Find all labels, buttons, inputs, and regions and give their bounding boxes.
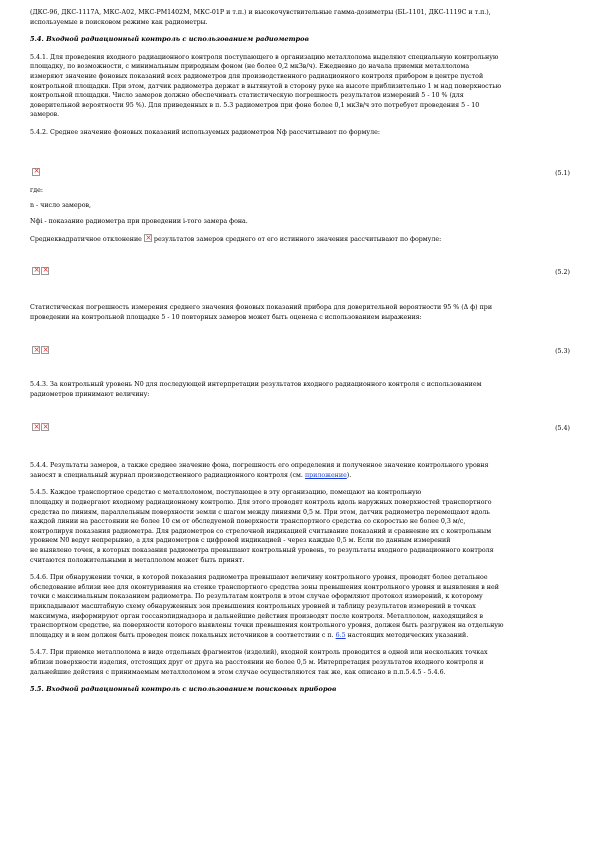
paragraph-line: площадку, по возможности, с минимальным природным фоном (не более 0,2 мкЗв/ч). Ежедневно до начала приемки металлолома: [30, 63, 470, 71]
formula-number: (5.4): [555, 425, 570, 433]
broken-image-icon: [41, 423, 49, 431]
document-page: [30, 8, 570, 695]
p-5-4-6-last: площадку и в нем должен быть проведен поиск локальных источников в соответствии с п.: [30, 631, 334, 639]
paragraph-line: контролируя показания радиометра. Для радиометров со стрелочной индикацией считывание показаний и сравнение их с контрольным: [30, 527, 492, 535]
formula-number: (5.2): [555, 268, 570, 276]
paragraph-line: [30, 471, 570, 481]
paragraph-line: максимума, информируют орган госсанэпиднадзора и дальнейшие действия производят после контроля. Металлолом, находящийся в: [30, 612, 484, 620]
formula-number: (5.3): [555, 348, 570, 356]
paragraph-line: проведении на контрольной площадке 5 - 10 повторных замеров может быть оценена с использованием выражения:: [30, 313, 422, 321]
paragraph-line: не выявлено точек, в которых показания радиометра превышают контрольный уровень, то результаты входного радиационного контроля: [30, 547, 494, 555]
paragraph-line: контрольной площадки. При этом, датчик радиометра держат в вытянутой в сторону руке на высоте приблизительно 1 м над поверхностью: [30, 82, 502, 90]
where-label: где:: [30, 186, 44, 194]
broken-image-icon: [32, 423, 40, 431]
paragraph-line: замеров.: [30, 111, 60, 119]
paragraph-line: средства по линиям, параллельным поверхности земли с шагом между линиями 0,5 м. При этом, датчик радиометра перемещают вдоль: [30, 508, 490, 516]
paragraph-5-4-2: 5.4.2. Среднее значение фоновых показаний используемых радиометров Nф рассчитывают по формуле:: [30, 128, 380, 136]
paragraph-line: прикладывают масштабную схему обнаруженных зон превышения контрольных уровней и таблицу результатов измерений в точках: [30, 603, 476, 610]
paragraph-line: 5.4.1. Для проведения входного радиационного контроля поступающего в организацию металлолома выделяют специальную контрольную: [30, 53, 499, 61]
paragraph-line: 5.4.7. При приемке металлолома в виде отдельных фрагментов (изделий), входной контроль проводится в одной или нескольких точках: [30, 649, 488, 657]
paragraph-line: доверительной вероятности 95 %). Для приведенных в п. 5.3 радиометров при фоне более 0,1 мкЗв/ч это потребует проведения 5 - 10: [30, 101, 480, 109]
paragraph-line: измеряют значение фоновых показаний всех радиометров для производственного радиационного контроля прибором в центре пустой: [30, 72, 484, 80]
paragraph-line: радиометров принимают величину:: [30, 390, 150, 398]
paragraph-line: контрольной площадки. Число замеров должно обеспечивать статистическую погрешность результатов измерений 5 - 10 % (для: [30, 92, 464, 100]
top-line: (ДКС-96, ДКС-1117А, МКС-А02, МКС-РМ1402М, МКС-01Р и т.п.) и высокочувствительные гамма-дозиметры (БL-1101, ДКС-1119С и т.п.),: [30, 9, 491, 16]
paragraph-line: вблизи поверхности изделия, отстоящих друг от друга на расстоянии не более 0,5 м. Интерпретация результатов входного контроля и: [30, 658, 484, 666]
sko-text-after: результатов замеров среднего от его истинного значения рассчитывают по формуле:: [153, 236, 442, 244]
paragraph-line: точки с максимальным показанием радиометра. По результатам контроля в этом случае оформляют протокол измерений, к которому: [30, 593, 483, 601]
paragraph-line: 5.4.4. Результаты замеров, а также среднее значение фона, погрешность его определения и полученное значение контрольного уровня: [30, 462, 489, 470]
appendix-link[interactable]: приложение: [304, 471, 347, 479]
paragraph-line: считаются положительными и металлолом может быть принят.: [30, 556, 245, 564]
definition-nfi: Nфi - показание радиометра при проведении i-того замера фона.: [30, 217, 248, 225]
formula-row: [30, 267, 570, 279]
paragraph-line: транспортном средстве, на поверхности которого выявлены точки превышения контрольного уровня, должен быть разгружен на отдельную: [30, 622, 504, 630]
formula-image-placeholder: [32, 267, 49, 275]
top-line: используемые в поисковом режиме как радиометры.: [30, 18, 208, 26]
paragraph-line: каждой линии на расстоянии не более 10 см от обследуемой поверхности транспортного средства со скоростью не более 0,3 м/с,: [30, 518, 466, 526]
sko-text-before: Среднеквадратичное отклонение: [30, 236, 142, 244]
broken-image-icon: [32, 267, 40, 275]
p-5-4-4-suffix: ).: [346, 471, 352, 479]
formula-image-placeholder: [32, 168, 40, 176]
broken-image-icon: [41, 267, 49, 275]
paragraph-line: Статистическая погрешность измерения среднего значения фоновых показаний прибора для доверительной вероятности 95 % (Δ ф) при: [30, 303, 493, 311]
paragraph-line: 5.4.5. Каждое транспортное средство с металлоломом, поступающее в эту организацию, помещают на контрольную: [30, 489, 422, 497]
p-5-4-4-prefix: заносят в специальный журнал производственного радиационного контроля (см.: [30, 471, 303, 479]
broken-image-icon: [144, 234, 152, 242]
paragraph-line: 5.4.3. За контрольный уровень N0 для последующей интерпретации результатов входного радиационного контроля с использованием: [30, 381, 482, 389]
definition-n: n - число замеров,: [30, 202, 92, 210]
sko-paragraph: [30, 234, 570, 245]
formula-row: [30, 423, 570, 435]
paragraph-line: уровнем N0 ведут непрерывно, а для радиометров с цифровой индикацией - через каждые 0,5 м. Если по данным измерений: [30, 537, 451, 545]
broken-image-icon: [41, 346, 49, 354]
section-heading-5-5: 5.5. Входной радиационный контроль с использованием поисковых приборов: [30, 685, 337, 694]
section-heading-5-4: 5.4. Входной радиационный контроль с использованием радиометров: [30, 35, 309, 44]
formula-image-placeholder: [32, 423, 49, 431]
p-5-4-6-suffix: настоящих методических указаний.: [347, 631, 469, 639]
formula-number: (5.1): [555, 169, 570, 177]
formula-image-placeholder: [32, 346, 49, 354]
formula-row: [30, 346, 570, 358]
paragraph-line: обследование вблизи нее для оконтуривания на стенке транспортного средства зоны превышения контрольного уровня и выявления в ней: [30, 583, 499, 591]
paragraph-line: [30, 631, 570, 641]
formula-row: [30, 168, 570, 180]
paragraph-line: 5.4.6. При обнаружении точки, в которой показания радиометра превышают величину контрольного уровня, проводят более детальное: [30, 574, 488, 582]
section-6-5-link[interactable]: 6.5: [335, 631, 346, 639]
paragraph-line: дальнейшие действия с принимаемым металлоломом в этом случае осуществляются так же, как описано в п.п.5.4.5 - 5.4.6.: [30, 668, 446, 676]
broken-image-icon: [32, 346, 40, 354]
broken-image-icon: [32, 168, 40, 176]
paragraph-line: площадку и подвергают входному радиационному контролю. Для этого проводят контроль вдоль наружных поверхностей транспортного: [30, 499, 492, 507]
